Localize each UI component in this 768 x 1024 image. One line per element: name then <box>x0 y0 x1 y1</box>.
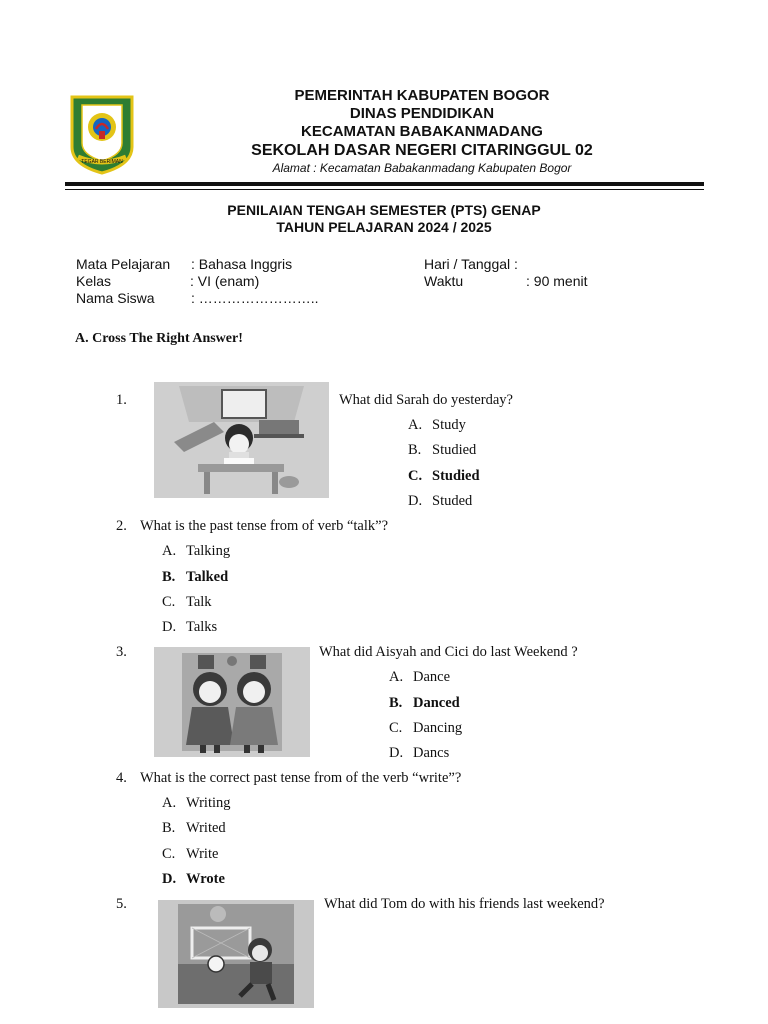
question-1-option-c[interactable]: C. Studied <box>408 468 480 484</box>
question-2-option-a[interactable]: A. Talking <box>162 543 231 559</box>
subject-label: Mata Pelajaran <box>76 256 171 272</box>
time-label: Waktu <box>424 273 464 289</box>
question-4-option-c[interactable]: C. Write <box>162 846 219 862</box>
question-4-option-d[interactable]: D. Wrote <box>162 871 225 887</box>
question-3-option-c[interactable]: C. Dancing <box>389 720 463 736</box>
question-4-number: 4. <box>116 770 127 786</box>
logo-motto: TEGAR BERIMAN <box>81 159 123 165</box>
question-1-number: 1. <box>116 392 127 408</box>
kop-district: KECAMATAN BABAKANMADANG <box>301 123 543 140</box>
exam-year: TAHUN PELAJARAN 2024 / 2025 <box>276 219 492 235</box>
class-label: Kelas <box>76 273 112 289</box>
question-3-text: What did Aisyah and Cici do last Weekend ? <box>319 644 578 660</box>
subject-value: : Bahasa Inggris <box>191 256 293 272</box>
kop-department: DINAS PENDIDIKAN <box>349 105 495 122</box>
question-2-option-c[interactable]: C. Talk <box>162 594 212 610</box>
question-5-image <box>158 900 314 1008</box>
header-divider-thick <box>65 182 704 186</box>
question-4-text: What is the correct past tense from of the verb “write”? <box>140 770 462 786</box>
boy-football-icon <box>158 900 314 1008</box>
question-4-option-b[interactable]: B. Writed <box>162 820 226 836</box>
question-1-text: What did Sarah do yesterday? <box>339 392 513 408</box>
question-1-image <box>154 382 329 498</box>
section-a-heading: A. Cross The Right Answer! <box>75 331 243 346</box>
date-label: Hari / Tanggal : <box>424 256 518 272</box>
question-3-option-d[interactable]: D. Dancs <box>389 745 450 761</box>
time-value: : 90 menit <box>526 273 588 289</box>
kop-government: PEMERINTAH KABUPATEN BOGOR <box>294 87 550 104</box>
question-1-option-d[interactable]: D. Studed <box>408 493 473 509</box>
girls-dancing-icon <box>154 647 310 757</box>
question-1-option-b[interactable]: B. Studied <box>408 442 477 458</box>
question-4-option-a[interactable]: A. Writing <box>162 795 231 811</box>
kop-address: Alamat : Kecamatan Babakanmadang Kabupaten Bogor <box>272 161 572 175</box>
question-2-text: What is the past tense from of verb “talk”? <box>140 518 389 534</box>
question-2-option-b[interactable]: B. Talked <box>162 569 229 585</box>
question-3-option-b[interactable]: B. Danced <box>389 695 460 711</box>
exam-title: PENILAIAN TENGAH SEMESTER (PTS) GENAP <box>227 202 541 218</box>
question-1-option-a[interactable]: A. Study <box>408 417 466 433</box>
question-3-option-a[interactable]: A. Dance <box>389 669 451 685</box>
question-3-image <box>154 647 310 757</box>
name-label: Nama Siswa <box>76 290 155 306</box>
question-2-number: 2. <box>116 518 127 534</box>
header-divider-thin <box>65 189 704 190</box>
question-2-option-d[interactable]: D. Talks <box>162 619 218 635</box>
girl-studying-icon <box>154 382 329 498</box>
name-value: : …………………….. <box>191 290 319 306</box>
kop-school-name: SEKOLAH DASAR NEGERI CITARINGGUL 02 <box>251 142 593 159</box>
question-5-text: What did Tom do with his friends last weekend? <box>324 896 605 912</box>
question-5-number: 5. <box>116 896 127 912</box>
question-3-number: 3. <box>116 644 127 660</box>
class-value: : VI (enam) <box>190 273 260 289</box>
